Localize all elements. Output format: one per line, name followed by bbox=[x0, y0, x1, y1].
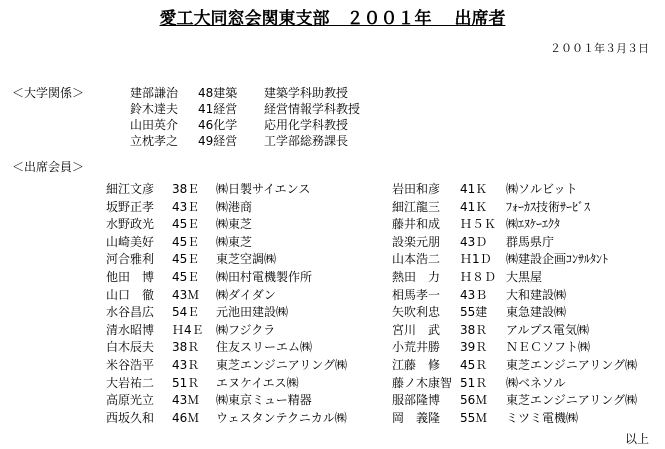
member-name: 米谷浩平 bbox=[106, 357, 155, 372]
member-name: 白木辰夫 bbox=[106, 340, 155, 355]
member-company: 東芝エンジニアリング㈱ bbox=[506, 393, 637, 408]
member-year: Ｈ８Ｄ bbox=[460, 269, 497, 284]
member-year: 55建 bbox=[460, 305, 488, 320]
member-name: 西坂久和 bbox=[106, 410, 155, 425]
member-name: 宮川 武 bbox=[392, 322, 441, 337]
member-company: ㈱ソルビット bbox=[506, 182, 578, 196]
member-year: 38Ｅ bbox=[172, 182, 200, 196]
member-name: 岩田和彦 bbox=[392, 182, 441, 196]
faculty-title: 工学部総務課長 bbox=[264, 134, 349, 148]
document-title: 愛工大同窓会関東支部 ２００１年 出席者 bbox=[159, 9, 506, 29]
member-name: 山口 徹 bbox=[106, 287, 155, 302]
faculty-title: 建築学科助教授 bbox=[264, 86, 349, 100]
member-year: 56Ｍ bbox=[460, 393, 488, 408]
member-year: 51Ｒ bbox=[172, 375, 200, 390]
member-year: 41Ｋ bbox=[460, 199, 488, 214]
member-year: Ｈ1Ｄ bbox=[460, 252, 492, 267]
member-name: 岡 義隆 bbox=[392, 410, 441, 425]
member-name: 他田 博 bbox=[106, 269, 155, 284]
member-company: ㈱ベネソル bbox=[506, 375, 566, 390]
member-year: 55Ｍ bbox=[460, 410, 488, 425]
member-company: アルプス電気㈱ bbox=[506, 322, 590, 337]
member-company: ㈱ダイダン bbox=[216, 287, 276, 302]
faculty-section-label: ＜大学関係＞ bbox=[12, 86, 85, 100]
member-name: 水野政光 bbox=[106, 217, 155, 232]
faculty-name: 立枕孝之 bbox=[130, 134, 179, 148]
member-company: 大和建設㈱ bbox=[506, 287, 567, 302]
member-year: 54Ｅ bbox=[172, 305, 200, 320]
member-name: 山崎美好 bbox=[106, 234, 155, 249]
member-year: 43Ｍ bbox=[172, 393, 200, 408]
member-name: 矢吹利忠 bbox=[392, 305, 441, 320]
member-name: 高原光立 bbox=[106, 393, 155, 408]
member-name: 熱田 力 bbox=[392, 269, 441, 284]
member-year: Ｈ4Ｅ bbox=[172, 322, 204, 337]
member-year: 43Ｅ bbox=[172, 199, 200, 214]
member-name: 河合雅利 bbox=[106, 252, 155, 267]
member-company: 大黒屋 bbox=[506, 269, 543, 284]
faculty-dept: 46化学 bbox=[198, 118, 238, 132]
member-year: 38Ｒ bbox=[460, 322, 488, 337]
member-year: 45Ｒ bbox=[460, 357, 488, 372]
member-year: 43Ｒ bbox=[172, 357, 200, 372]
member-company: 東芝空調㈱ bbox=[216, 252, 277, 267]
member-year: 45Ｅ bbox=[172, 217, 200, 232]
member-year: 43Ｂ bbox=[460, 287, 488, 302]
member-company: ﾌｫｰｶｽ技術ｻｰﾋﾞｽ bbox=[506, 199, 591, 214]
faculty-name: 建部謙治 bbox=[130, 86, 179, 100]
member-year: 39Ｒ bbox=[460, 340, 488, 355]
member-year: 43Ｄ bbox=[460, 234, 488, 249]
faculty-name: 鈴木達夫 bbox=[130, 102, 179, 116]
member-name: 設楽元朋 bbox=[392, 234, 441, 249]
member-year: 51Ｒ bbox=[460, 375, 488, 390]
member-company: 東芝エンジニアリング㈱ bbox=[506, 357, 637, 372]
member-year: 45Ｅ bbox=[172, 252, 200, 267]
member-name: 相馬孝一 bbox=[392, 287, 441, 302]
document-date: ２００１年３月３日 bbox=[550, 42, 649, 55]
member-company: エヌケイエス㈱ bbox=[216, 375, 299, 390]
member-company: 東急建設㈱ bbox=[506, 305, 567, 320]
member-company: 住友スリーエム㈱ bbox=[216, 340, 313, 355]
member-company: ㈱東芝 bbox=[216, 217, 253, 232]
member-company: ㈱港商 bbox=[216, 199, 253, 214]
member-name: 大岩祐二 bbox=[106, 375, 155, 390]
member-name: 細江文彦 bbox=[106, 182, 155, 196]
member-year: 43Ｍ bbox=[172, 287, 200, 302]
member-name: 山本浩二 bbox=[392, 252, 441, 267]
member-company: ㈱田村電機製作所 bbox=[216, 269, 313, 284]
member-year: 41Ｋ bbox=[460, 182, 488, 196]
faculty-title: 経営情報学科教授 bbox=[264, 102, 361, 116]
member-name: 細江龍三 bbox=[392, 199, 441, 214]
member-year: 46Ｍ bbox=[172, 410, 200, 425]
member-name: 藤ノ木康智 bbox=[392, 375, 453, 390]
members-section-label: ＜出席会員＞ bbox=[12, 160, 85, 174]
member-company: ミツミ電機㈱ bbox=[506, 410, 579, 425]
faculty-name: 山田英介 bbox=[130, 118, 179, 132]
member-year: 45Ｅ bbox=[172, 269, 200, 284]
member-company: ㈱ｴﾇｹｰｴｸﾀ bbox=[506, 217, 561, 232]
member-name: 藤井和成 bbox=[392, 217, 441, 232]
member-company: 群馬県庁 bbox=[506, 234, 555, 249]
member-company: 元池田建設㈱ bbox=[216, 305, 289, 320]
faculty-dept: 41経営 bbox=[198, 102, 238, 116]
member-name: 小荒井勝 bbox=[392, 340, 441, 355]
member-company: ㈱建設企画ｺﾝｻﾙﾀﾝﾄ bbox=[506, 252, 609, 267]
faculty-title: 応用化学科教授 bbox=[264, 118, 349, 132]
faculty-dept: 48建築 bbox=[198, 86, 238, 100]
member-year: Ｈ５Ｋ bbox=[460, 217, 497, 232]
member-company: ㈱日製サイエンス bbox=[216, 182, 311, 196]
faculty-dept: 49経営 bbox=[198, 134, 238, 148]
member-name: 江藤 修 bbox=[392, 357, 441, 372]
member-name: 清水昭博 bbox=[106, 322, 155, 337]
member-name: 坂野正孝 bbox=[106, 199, 155, 214]
member-year: 45Ｅ bbox=[172, 234, 200, 249]
member-company: 東芝エンジニアリング㈱ bbox=[216, 357, 347, 372]
member-name: 水谷昌広 bbox=[106, 305, 155, 320]
member-company: ㈱東京ミュー精器 bbox=[216, 393, 312, 408]
member-company: ＮＥＣソフト㈱ bbox=[506, 340, 591, 355]
member-name: 服部隆博 bbox=[392, 393, 441, 408]
member-company: ㈱フジクラ bbox=[216, 322, 276, 337]
member-company: ウェスタンテクニカル㈱ bbox=[216, 410, 347, 425]
member-year: 38Ｒ bbox=[172, 340, 200, 355]
member-company: ㈱東芝 bbox=[216, 234, 253, 249]
document-end-mark: 以上 bbox=[624, 432, 649, 446]
